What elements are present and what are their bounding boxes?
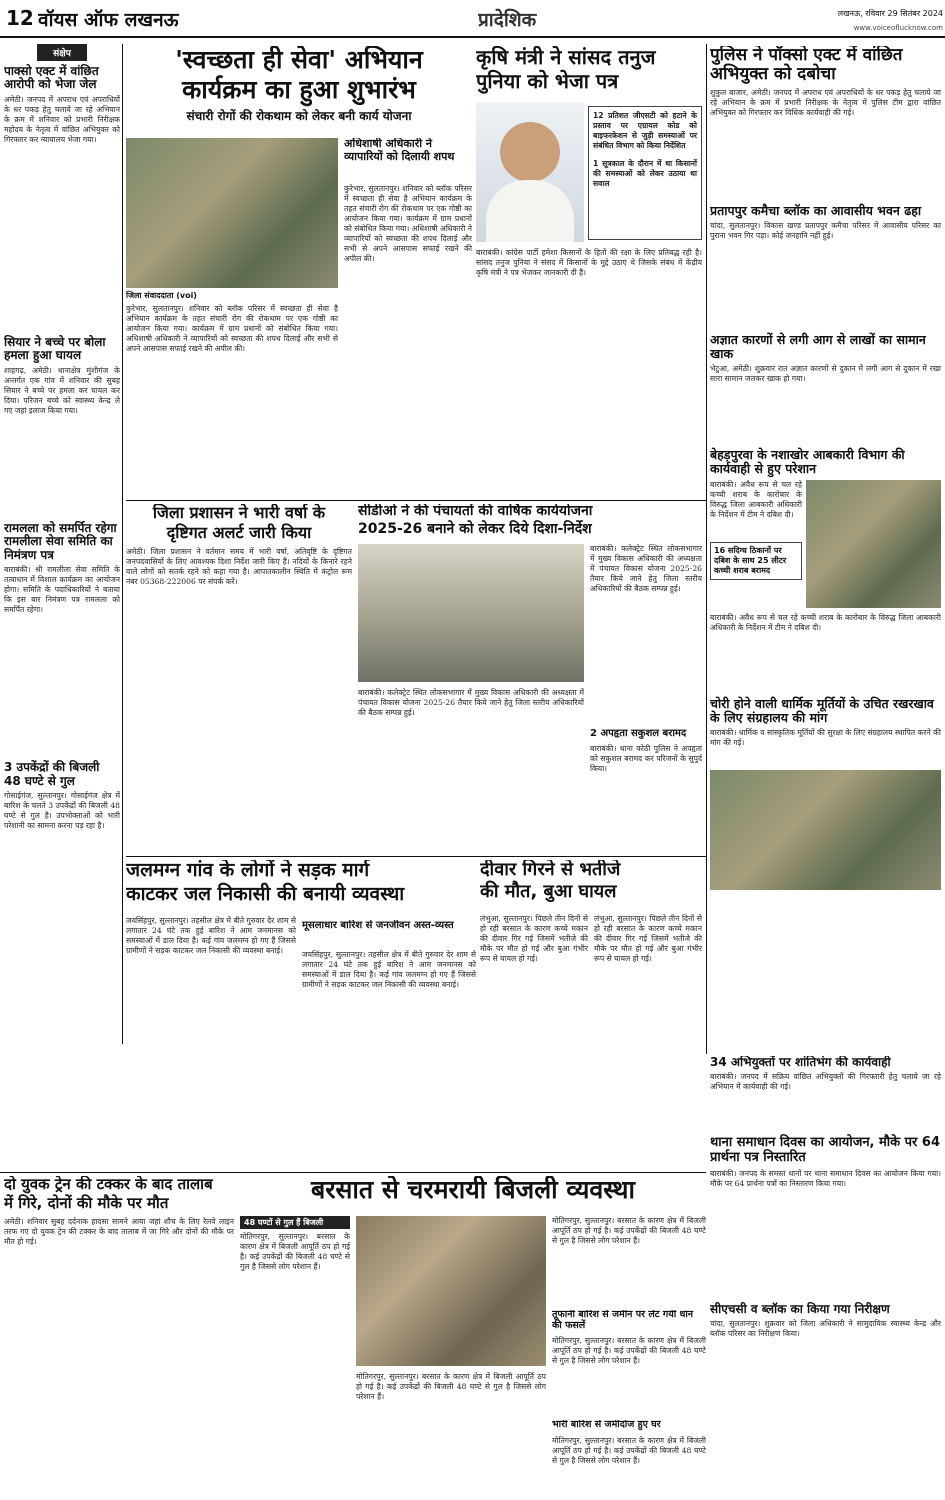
sidebar bbox=[4, 44, 120, 1044]
headline: बेहड़पुरवा के नशाखोर आबकारी विभाग की कार्यवाही से हुए परेशान bbox=[710, 447, 905, 477]
article-cdo bbox=[358, 504, 702, 854]
damage-photo bbox=[356, 1216, 546, 1366]
subheadline: संचारी रोगों की रोकथाम को लेकर बनी कार्य योजना bbox=[186, 109, 412, 123]
right-lower bbox=[710, 1056, 941, 1496]
photo-caption: जिला संवाददाता (voi) bbox=[126, 291, 197, 300]
headline: कार्यक्रम का हुआ शुभारंभ bbox=[182, 75, 416, 104]
portrait-figure bbox=[486, 180, 574, 242]
article-bijli bbox=[240, 1176, 706, 1496]
article-swachhta bbox=[126, 46, 472, 498]
headline: में गिरे, दोनों की मौके पर मौत bbox=[4, 1193, 169, 1212]
article-body: बाराबंकी। अवैध रूप से चल रहे कच्ची शराब के कारोबार के विरुद्ध जिला आबकारी अधिकारी के निर्देशन में टीम ने दबिश दी। bbox=[710, 480, 802, 520]
article-body: मोतिगरपुर, सुल्तानपुर। बरसात के कारण क्षेत्र में बिजली आपूर्ति ठप हो गई है। कई उपकेंद्रों की बिजली 48 घण्टे से गुल है जिससे लोग परेशान हैं। bbox=[552, 1216, 706, 1246]
article-body: बाराबंकी। धार्मिक व सांस्कृतिक मूर्तियों की सुरक्षा के लिए संग्रहालय स्थापित करने की मांग की गई। bbox=[710, 728, 941, 748]
page-number: 12 bbox=[6, 6, 34, 30]
headline: 34 अभियुक्तों पर शांतिभंग की कार्यवाही bbox=[710, 1056, 891, 1069]
article-body: मोतिगरपुर, सुल्तानपुर। बरसात के कारण क्षेत्र में बिजली आपूर्ति ठप हो गई है। कई उपकेंद्रों की बिजली 48 घण्टे से गुल है जिससे लोग परेशान हैं। bbox=[552, 1436, 706, 1466]
sidebar-item bbox=[4, 522, 120, 755]
headline: सीएचसी व ब्लॉक का किया गया निरीक्षण bbox=[710, 1301, 890, 1316]
portrait-figure bbox=[500, 122, 560, 182]
right-column bbox=[710, 46, 941, 1054]
sidebar-headline: 3 उपकेंद्रों की बिजली 48 घण्टे से गुल bbox=[4, 760, 100, 788]
article-krishi bbox=[476, 46, 702, 498]
sidebar-headline: पाक्सो एक्ट में वांछित आरोपी को भेजा जेल bbox=[4, 64, 99, 92]
article-body: मोतिगरपुर, सुल्तानपुर। बरसात के कारण क्षेत्र में बिजली आपूर्ति ठप हो गई है। कई उपकेंद्रों की बिजली 48 घण्टे से गुल है जिससे लोग परेशान हैं। bbox=[240, 1232, 350, 1272]
meeting-photo bbox=[358, 544, 584, 682]
article-body: बाराबंकी। कलेक्ट्रेट स्थित लोकसभागार में मुख्य विकास अधिकारी की अध्यक्षता में पंचायत विकास योजना 2025-26 तैयार किये जाने हेतु जिला स्तरीय अधिकारियों की बैठक सम्पन्न हुई। bbox=[358, 688, 584, 718]
article-train bbox=[4, 1176, 234, 1496]
sidebar-item bbox=[4, 336, 120, 516]
article-body: कुरेभार, सुलतानपुर। शनिवार को ब्लॉक परिसर में स्वच्छता ही सेवा है अभियान कार्यक्रम के तहत संचारी रोग की रोकथाम पर एक गोष्ठी का आयोजन किया गया। कार्यक्रम में ग्राम प्रधानों को संबोधित किया गया। अधिशाषी अधिकारी ने व्यापारियों को स्वच्छता की शपथ दिलाई और सभी से अपने आसपास सफाई रखने की अपील की। bbox=[344, 184, 472, 264]
headline: दो युवक ट्रेन की टक्कर के बाद तालाब bbox=[4, 1176, 213, 1193]
headline: काटकर जल निकासी की बनायी व्यवस्था bbox=[126, 883, 405, 906]
article-body: कुरेभार, सुलतानपुर। शनिवार को ब्लॉक परिसर में स्वच्छता ही सेवा है अभियान कार्यक्रम के तहत संचारी रोग की रोकथाम पर एक गोष्ठी का आयोजन किया गया। कार्यक्रम में ग्राम प्रधानों को संबोधित किया गया। अधिशाषी अधिकारी ने व्यापारियों को स्वच्छता की शपथ दिलाई और सभी से अपने आसपास सफाई रखने की अपील की। bbox=[126, 304, 338, 354]
website: www.voiceoflucknow.com bbox=[853, 24, 943, 32]
article-body: लंभुआ, सुल्तानपुर। पिछले तीन दिनों से हो रही बरसात के कारण कच्चे मकान की दीवार गिर गई जिसमें भतीजे की मौके पर मौत हो गई और बुआ गंभीर रूप से घायल हो गई। bbox=[594, 914, 702, 964]
headline: जिला प्रशासन ने भारी वर्षा के bbox=[152, 504, 326, 522]
article-body: अमेठी। शनिवार सुबह दर्दनाक हादसा सामने आया जहां शौच के लिए रेलवे लाइन तरफ गए दो युवक ट्रेन की टक्कर के बाद तालाब में जा गिरे और दोनों की मौके पर मौत हो गई। bbox=[4, 1216, 234, 1246]
article-jalmagn bbox=[126, 860, 476, 1170]
headline: चोरी होने वाली धार्मिक मूर्तियों के उचित रखरखाव के लिए संग्रहालय की मांग bbox=[710, 696, 934, 726]
article-photo bbox=[126, 138, 338, 288]
sidebar-headline: सियार ने बच्चे पर बोला हमला हुआ घायल bbox=[4, 334, 106, 363]
sidebar-body: बाराबंकी। श्री रामलीला सेवा समिति के तत्वाधान में विशाल कार्यक्रम का आयोजन होगा। समिति के पदाधिकारियों ने बताया कि इस बार निमंत्रण पत्र रामलला को समर्पित रहेगा। bbox=[4, 565, 120, 615]
headline: जलमग्न गांव के लोगों ने सड़क मार्ग bbox=[126, 860, 370, 881]
article-photo bbox=[710, 770, 941, 890]
article-body: चांदा, सुलतानपुर। विकास खण्ड प्रतापपुर कमैचा परिसर में आवासीय परिसर का पुराना भवन गिर पड़ा। कोई जनहानि नहीं हुई। bbox=[710, 221, 941, 241]
article-body: मोतिगरपुर, सुल्तानपुर। बरसात के कारण क्षेत्र में बिजली आपूर्ति ठप हो गई है। कई उपकेंद्रों की बिजली 48 घण्टे से गुल है जिससे लोग परेशान हैं। bbox=[356, 1372, 546, 1402]
headline: दृष्टिगत अलर्ट जारी किया bbox=[166, 522, 312, 542]
article-body: बाराबंकी। जनपद में सक्रिय वांछित अभियुक्तों की गिरफ्तारी हेतु चलाये जा रहे अभियान में कार्यवाही की गई। bbox=[710, 1072, 941, 1092]
headline: 2025-26 बनाने को लेकर दिये दिशा-निर्देश bbox=[358, 520, 592, 537]
headline: की मौत, बुआ घायल bbox=[480, 881, 617, 903]
sidebar-body: शाहगढ़, अमेठी। थानाक्षेत्र मुंशीगंज के अन्तर्गत एक गांव में शनिवार की सुबह सियार ने बच्चे पर हमला कर घायल कर दिया। परिजन बच्चे को स्वास्थ्य केन्द्र ले गए जहां इलाज किया गया। bbox=[4, 365, 120, 415]
sidebar-body: अमेठी। जनपद में अपराध एवं अपराधियों के धर पकड़ हेतु चलाये जा रहे अभियान के क्रम में शनिवार को प्रभारी निरीक्षक महोदय के नेतृत्व में वांछित अभियुक्त को गिरफ्तार कर न्यायालय भेजा गया। bbox=[4, 94, 120, 144]
column-rule bbox=[706, 44, 707, 1054]
article-body: अमेठी। जिला प्रशासन ने वर्तमान समय में भारी वर्षा, अतिवृष्टि के दृष्टिगत जनपदवासियों के लिए आवश्यक दिशा निर्देश जारी किए हैं। नदियों के किनारे रहने वाले लोगों को सतर्क रहने को कहा गया है। आपातकालीन स्थिति में कंट्रोल रूम नंबर 05368-222006 पर संपर्क करें। bbox=[126, 546, 352, 586]
portrait-photo bbox=[476, 102, 584, 242]
side-subheadline: तूफानी बारिश से जमीन पर लेट गयी धान की फसलें bbox=[552, 1310, 694, 1331]
article-body: चांदा, सुलतानपुर। शुक्रवार को जिला अधिकारी ने सामुदायिक स्वास्थ्य केन्द्र और ब्लॉक परिसर का निरीक्षण किया। bbox=[710, 1318, 941, 1338]
sidebar-body: गोसाईगंज, सुल्तानपुर। गोसाईगंज क्षेत्र में बारिश के चलते 3 उपकेंद्रों की बिजली 48 घण्टे से गुल है। उपभोक्ताओं को भारी परेशानी का सामना करना पड़ रहा है। bbox=[4, 790, 120, 830]
article-body: लंभुआ, सुल्तानपुर। पिछले तीन दिनों से हो रही बरसात के कारण कच्चे मकान की दीवार गिर गई जिसमें भतीजे की मौके पर मौत हो गई और बुआ गंभीर रूप से घायल हो गई। bbox=[480, 914, 588, 964]
headline: बरसात से चरमरायी बिजली व्यवस्था bbox=[311, 1176, 635, 1204]
article-deewar bbox=[480, 860, 702, 1170]
article-body: बाराबंकी। अवैध रूप से चल रहे कच्ची शराब के कारोबार के विरुद्ध जिला आबकारी अधिकारी के निर्देशन में टीम ने दबिश दी। bbox=[710, 613, 941, 633]
headline: कृषि मंत्री ने सांसद तनुज bbox=[476, 46, 656, 69]
article-alert bbox=[126, 504, 352, 854]
headline: 'स्वच्छता ही सेवा' अभियान bbox=[175, 46, 423, 74]
bullet-item: 1 सूत्रकाल के दौरान में था किसानों की समस्याओं को लेकर उठाया था सवाल bbox=[593, 159, 697, 189]
article-photo bbox=[806, 480, 941, 608]
headline: अज्ञात कारणों से लगी आग से लाखों का सामान खाक bbox=[710, 332, 926, 362]
side-subheadline: अधिशाषी अधिकारी ने व्यापारियों को दिलायी शपथ bbox=[344, 138, 455, 163]
masthead-rule bbox=[0, 36, 945, 38]
column-rule bbox=[122, 44, 123, 1044]
side-subheadline: मूसलाधार बारिश से जनजीवन अस्त-व्यस्त bbox=[302, 920, 454, 931]
paper-name: वॉयस ऑफ लखनऊ bbox=[38, 9, 179, 31]
article-body: बाराबंकी। जनपद के समस्त थानों पर थाना समाधान दिवस का आयोजन किया गया। मौके पर 64 प्रार्थना पत्रों का निस्तारण किया गया। bbox=[710, 1168, 941, 1188]
article-body: शुकुल बाजार, अमेठी। जनपद में अपराध एवं अपराधियों के धर पकड़ हेतु चलाये जा रहे अभियान के क्रम में प्रभारी निरीक्षक के नेतृत्व में पुलिस टीम द्वारा वांछित अभियुक्त को गिरफ्तार कर विधिक कार्यवाही की गई। bbox=[710, 88, 941, 118]
article-body: जयसिंहपुर, सुल्तानपुर। तहसील क्षेत्र में बीते गुरुवार देर शाम से लगातार 24 घंटे तक हुई बारिश ने आम जनमानस को समस्याओं में डाल दिया है। कई गांव जलमग्न हो गए हैं जिससे ग्रामीणों ने सड़क काटकर जल निकासी की व्यवस्था बनाई। bbox=[302, 950, 476, 990]
side-subheadline: भारी बारिश से जमींदोज हुए घर bbox=[552, 1420, 661, 1430]
abkari-block bbox=[710, 480, 941, 610]
info-badge: 48 घण्टों से गुल हैं बिजली bbox=[240, 1216, 350, 1229]
sidebar-headline: रामलला को समर्पित रहेगा रामलीला सेवा समिति का निमंत्रण पत्र bbox=[4, 520, 117, 562]
headline: पुनिया को भेजा पत्र bbox=[476, 69, 619, 94]
bullet-item: 12 प्रतिशत जीएसटी को हटाने के प्रस्ताव पर एग्रायल कोड को बाइफरकेशन से जुड़ी समस्याओं पर संबंधित विभाग को किया निर्देशित bbox=[593, 111, 697, 151]
masthead bbox=[0, 0, 945, 40]
section-rule bbox=[0, 1172, 706, 1173]
sidebar-item bbox=[4, 65, 120, 330]
sidebar-label: संक्षेप bbox=[37, 44, 87, 61]
bullet-box bbox=[588, 106, 702, 240]
headline: थाना समाधान दिवस का आयोजन, मौके पर 64 प्रार्थना पत्र निस्तारित bbox=[710, 1135, 940, 1165]
article-body: बाराबंकी। थाना कोठी पुलिस ने अपहृता को सकुशल बरामद कर परिजनों के सुपुर्द किया। bbox=[590, 744, 702, 774]
date-line: लखनऊ, रविवार 29 सितंबर 2024 bbox=[837, 9, 943, 18]
headline: प्रतापपुर कमैचा ब्लॉक का आवासीय भवन ढहा bbox=[710, 203, 922, 219]
section-label: प्रादेशिक bbox=[478, 9, 537, 31]
article-body: मोतिगरपुर, सुल्तानपुर। बरसात के कारण क्षेत्र में बिजली आपूर्ति ठप हो गई है। कई उपकेंद्रों की बिजली 48 घण्टे से गुल है जिससे लोग परेशान हैं। bbox=[552, 1336, 706, 1366]
headline: दीवार गिरने से भतीजे bbox=[480, 860, 621, 880]
info-badge: 16 सदिग्ध ठिकानों पर दबिश के साथ 25 लीटर कच्ची शराब बरामद bbox=[710, 542, 802, 580]
headline: पुलिस ने पॉक्सो एक्ट में वांछित अभियुक्त को दबोचा bbox=[710, 46, 903, 85]
sidebar-item bbox=[4, 761, 120, 991]
headline: सीडीओ ने की पंचायतों की वार्षिक कार्ययोजना bbox=[358, 504, 593, 519]
article-body: बाराबंकी। कांग्रेस पार्टी हमेशा किसानों के हितों की रक्षा के लिए प्रतिबद्ध रही है। सांसद तनुज पुनिया ने संसद में किसानों के मुद्दे उठाए थे जिसके संबंध में केंद्रीय कृषि मंत्री ने पत्र भेजकर जानकारी दी है। bbox=[476, 248, 702, 278]
article-body: जयसिंहपुर, सुल्तानपुर। तहसील क्षेत्र में बीते गुरुवार देर शाम से लगातार 24 घंटे तक हुई बारिश ने आम जनमानस को समस्याओं में डाल दिया है। कई गांव जलमग्न हो गए हैं जिससे ग्रामीणों ने सड़क काटकर जल निकासी की व्यवस्था बनाई। bbox=[126, 916, 296, 956]
article-body: भेटुआ, अमेठी। शुक्रवार रात अज्ञात कारणों से दुकान में लगी आग से दुकान में रखा सारा सामान जलकर खाक हो गया। bbox=[710, 364, 941, 384]
section-rule bbox=[126, 856, 706, 857]
article-body: बाराबंकी। कलेक्ट्रेट स्थित लोकसभागार में मुख्य विकास अधिकारी की अध्यक्षता में पंचायत विकास योजना 2025-26 तैयार किये जाने हेतु जिला स्तरीय अधिकारियों की बैठक सम्पन्न हुई। bbox=[590, 544, 702, 594]
headline: 2 अपहृता सकुशल बरामद bbox=[590, 728, 687, 739]
section-rule bbox=[126, 500, 706, 501]
